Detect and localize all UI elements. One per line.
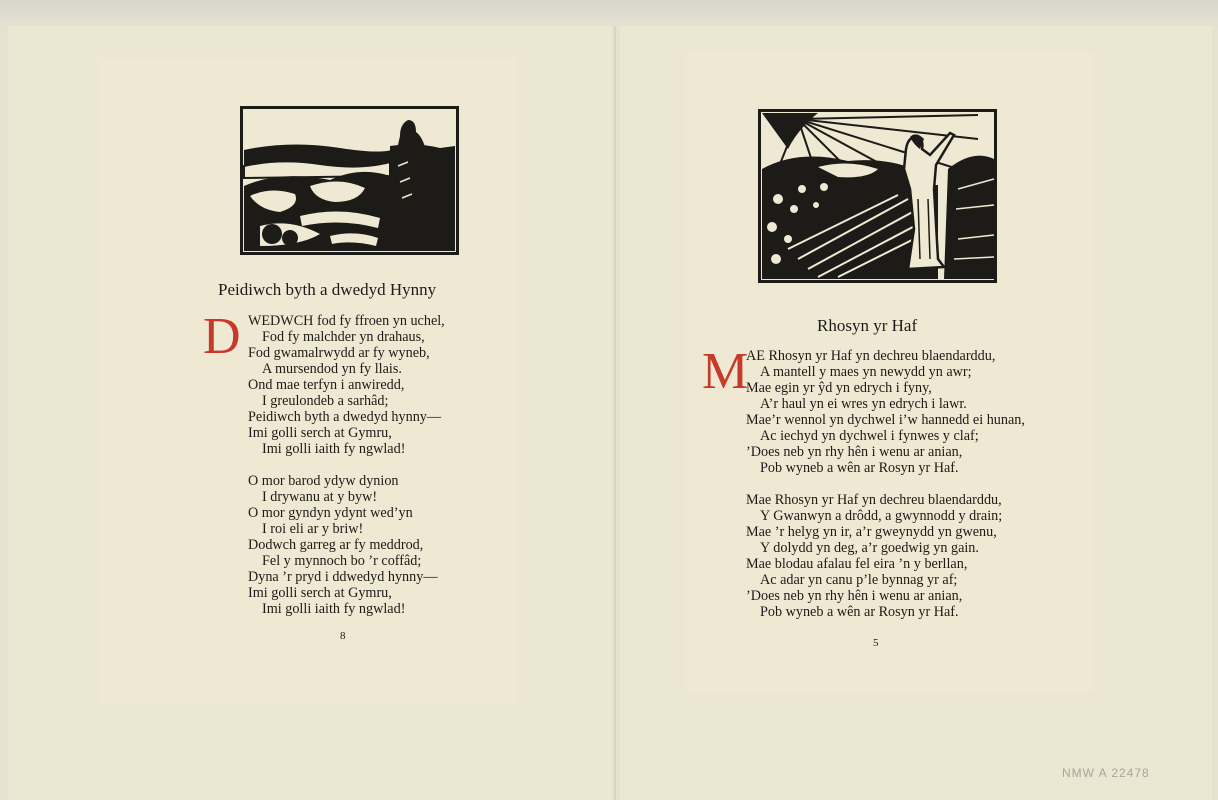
- page-fold: [614, 26, 616, 800]
- stanza-gap: [248, 457, 445, 473]
- poem-line: Peidiwch byth a dwedyd hynny—: [248, 409, 442, 425]
- poem-line: A mantell y maes yn newydd yn awr;: [760, 364, 972, 380]
- poem-line: O mor gyndyn ydynt wed’yn: [248, 505, 413, 521]
- right-page-number: 5: [873, 637, 879, 649]
- poem-line: I drywanu at y byw!: [262, 489, 378, 505]
- poem-line: Mae blodau afalau fel eira ’n y berllan,: [746, 556, 968, 572]
- left-page-number: 8: [340, 630, 346, 642]
- poem-line: Mae egin yr ŷd yn edrych i fyny,: [746, 380, 932, 396]
- poem-line: Mae’r wennol yn dychwel i’w hannedd ei hunan,: [746, 412, 1025, 428]
- poem-line: I roi eli ar y briw!: [262, 521, 364, 537]
- poem-line: Dodwch garreg ar fy meddrod,: [248, 537, 424, 553]
- poem-line: Pob wyneb a wên ar Rosyn yr Haf.: [760, 604, 959, 620]
- poem-line: WEDWCH fod fy ffroen yn uchel,: [248, 313, 445, 329]
- poem-line: Ac adar yn canu p’le bynnag yr af;: [760, 572, 958, 588]
- poem-line: Fod fy malchder yn drahaus,: [262, 329, 425, 345]
- left-poem-title: Peidiwch byth a dwedyd Hynny: [218, 280, 437, 299]
- man-overlooking-valley-woodcut-icon: [240, 106, 459, 255]
- poem-line: Y dolydd yn deg, a’r goedwig yn gain.: [760, 540, 979, 556]
- poem-line: Mae Rhosyn yr Haf yn dechreu blaendarddu,: [746, 492, 1002, 508]
- poem-line: Imi golli iaith fy ngwlad!: [262, 601, 406, 617]
- poem-line: ’Does neb yn rhy hên i wenu ar anian,: [746, 444, 963, 460]
- right-poem-body: [746, 348, 1025, 620]
- left-poem-body: [248, 313, 445, 617]
- poem-line: A mursendod yn fy llais.: [262, 361, 402, 377]
- poem-line: I greulondeb a sarhâd;: [262, 393, 389, 409]
- poem-line: Ac iechyd yn dychwel i fynwes y claf;: [760, 428, 979, 444]
- poem-line: Fod gwamalrwydd ar fy wyneb,: [248, 345, 430, 361]
- poem-line: Imi golli iaith fy ngwlad!: [262, 441, 406, 457]
- poem-line: Ond mae terfyn i anwiredd,: [248, 377, 405, 393]
- poem-line: Y Gwanwyn a drôdd, a gwynnodd y drain;: [760, 508, 1003, 524]
- poem-line: Imi golli serch at Gymru,: [248, 585, 392, 601]
- scanner-edge: [0, 0, 1218, 28]
- accession-number: NMW A 22478: [1062, 766, 1150, 780]
- poem-line: A’r haul yn ei wres yn edrych i lawr.: [760, 396, 967, 412]
- poem-line: AE Rhosyn yr Haf yn dechreu blaendarddu,: [746, 348, 996, 364]
- stanza-gap: [746, 476, 1025, 492]
- poem-line: Dyna ’r pryd i ddwedyd hynny—: [248, 569, 438, 585]
- left-drop-cap: D: [203, 308, 241, 365]
- poem-line: Fel y mynnoch bo ’r coffâd;: [262, 553, 422, 569]
- poem-line: O mor barod ydyw dynion: [248, 473, 399, 489]
- poem-line: Mae ’r helyg yn ir, a’r gweynydd yn gwenu,: [746, 524, 997, 540]
- poem-line: Pob wyneb a wên ar Rosyn yr Haf.: [760, 460, 959, 476]
- poem-line: ’Does neb yn rhy hên i wenu ar anian,: [746, 588, 963, 604]
- right-drop-cap: M: [702, 343, 749, 400]
- right-poem-title: Rhosyn yr Haf: [817, 316, 918, 335]
- poem-line: Imi golli serch at Gymru,: [248, 425, 392, 441]
- woman-greeting-sun-woodcut-icon: [758, 109, 997, 283]
